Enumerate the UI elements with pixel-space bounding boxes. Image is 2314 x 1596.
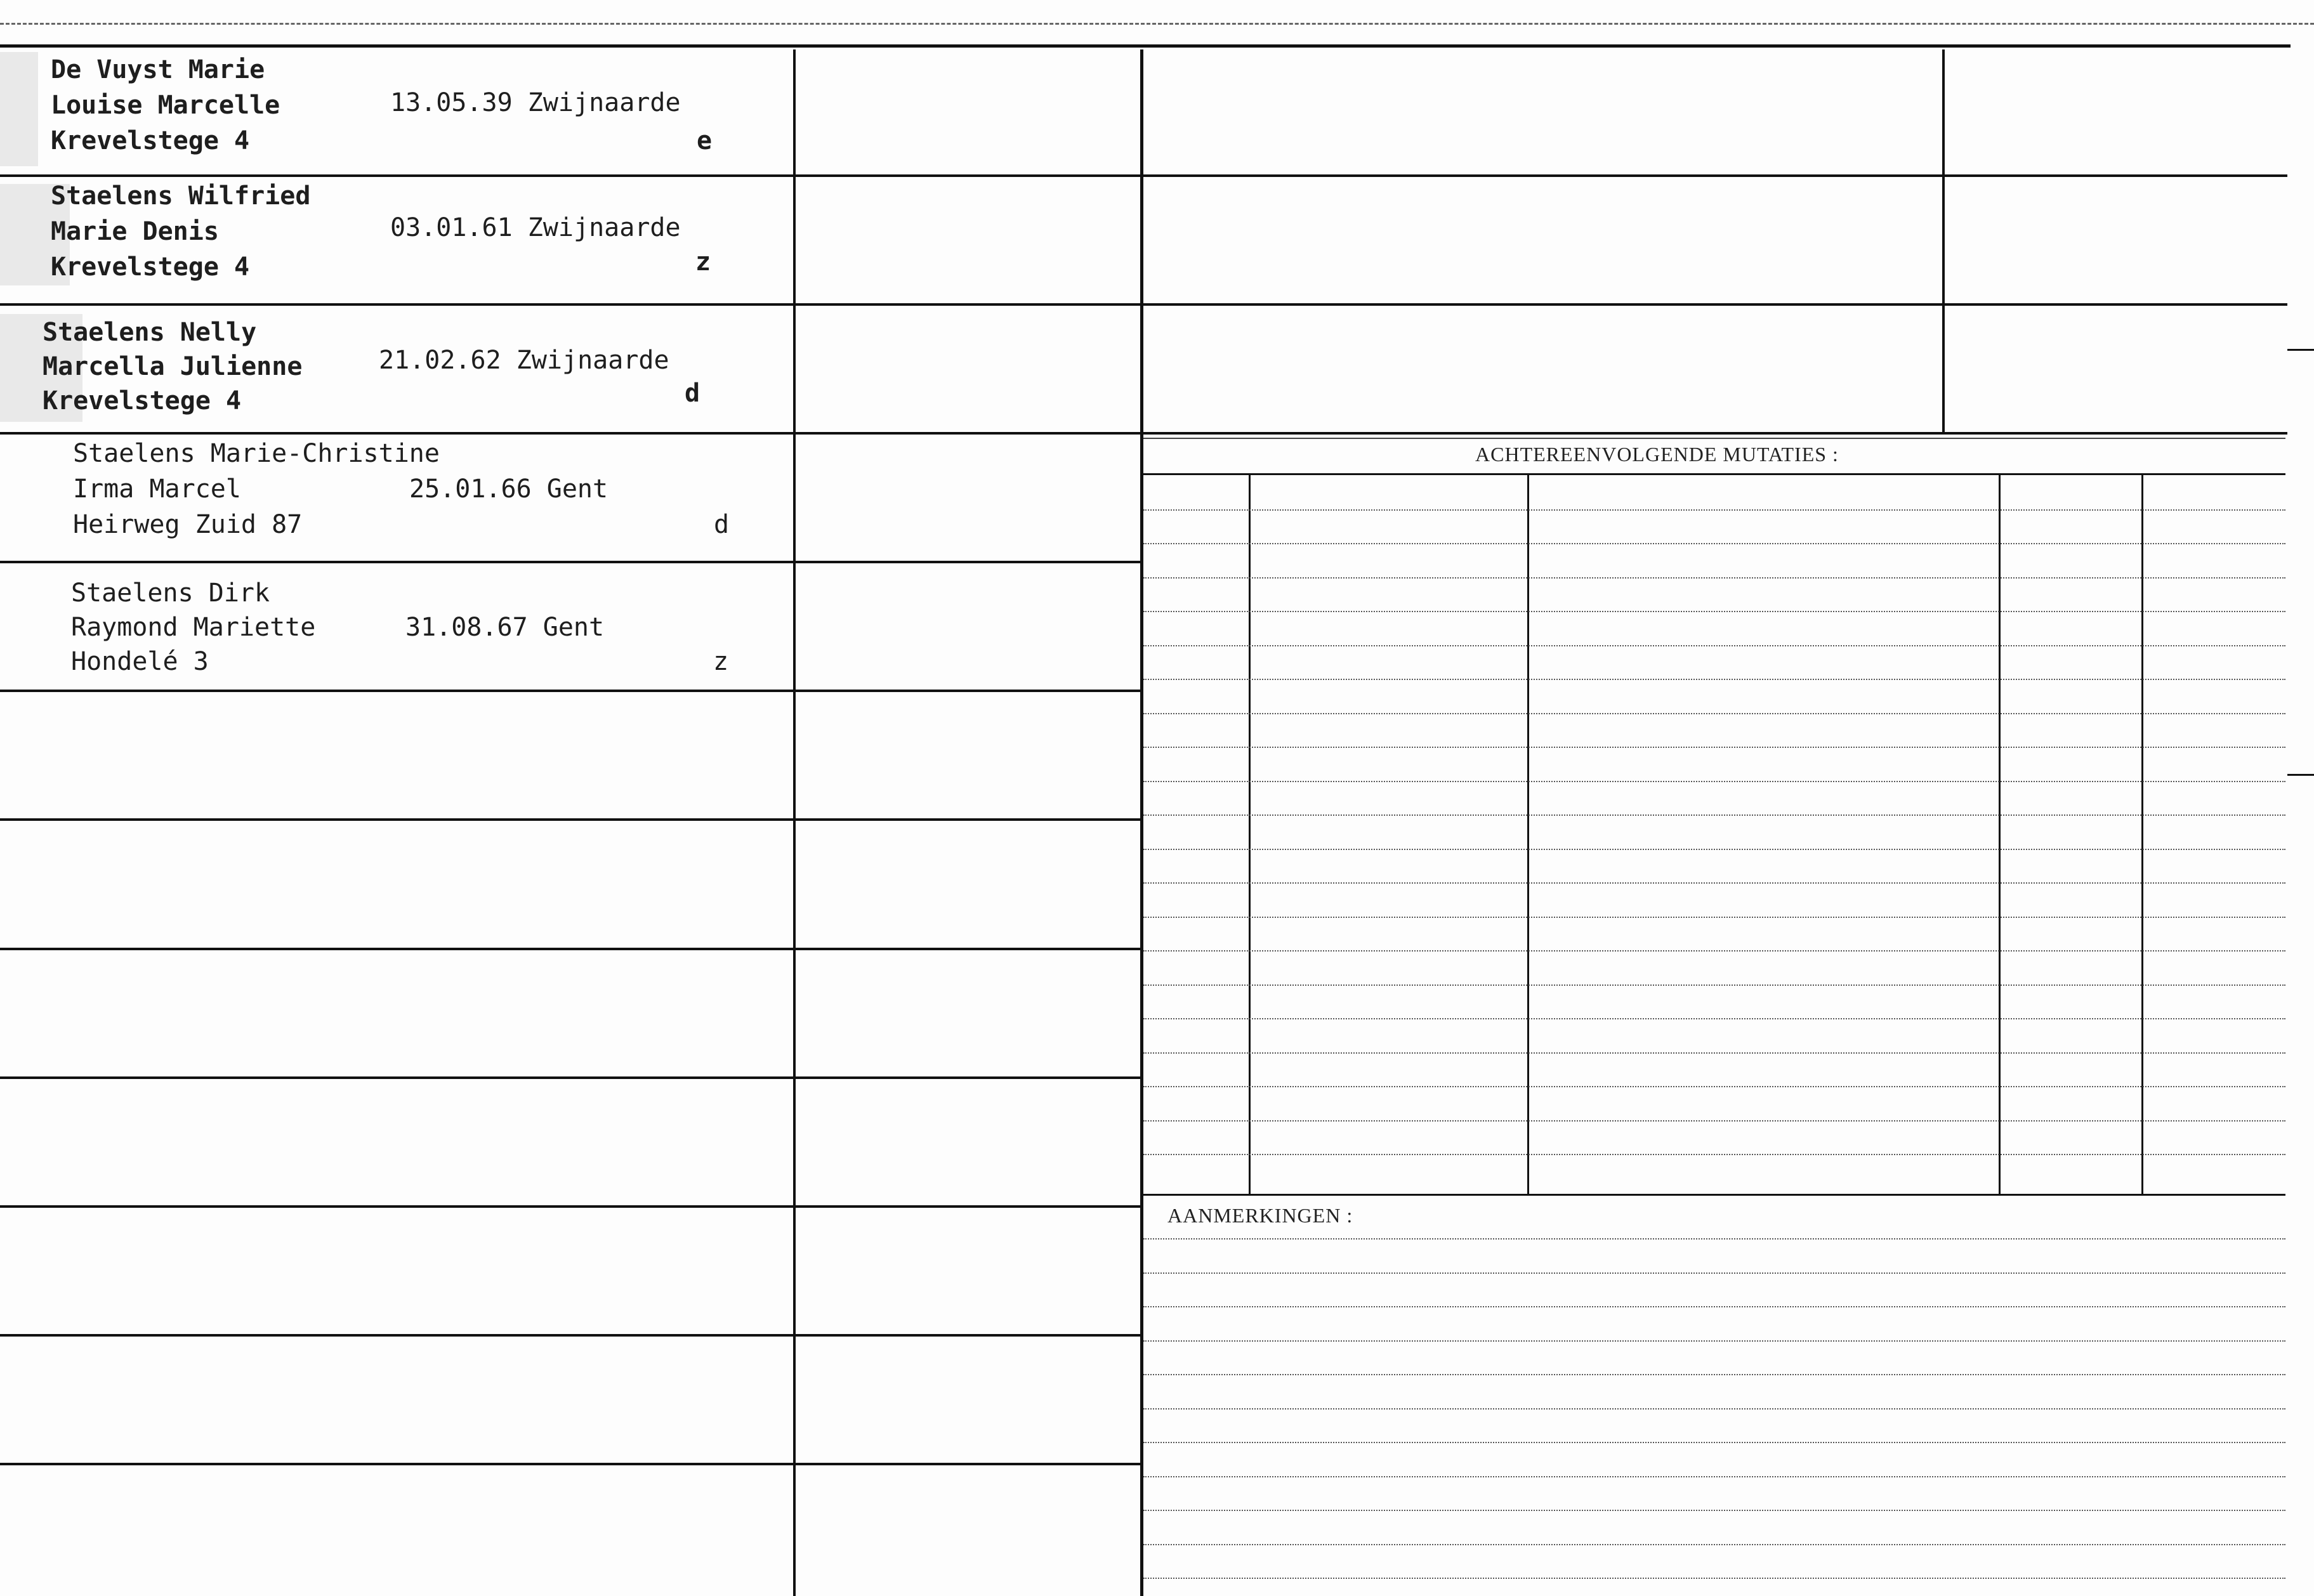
- row-separator-11: [0, 1463, 1142, 1465]
- mutaties-ruling-line: [1143, 882, 2285, 884]
- left-column-divider: [793, 49, 796, 1596]
- top-border-line: [0, 44, 2291, 48]
- row-separator-7: [0, 948, 1142, 950]
- mutaties-ruling-line: [1143, 543, 2285, 544]
- row-separator-8: [0, 1076, 1142, 1079]
- mutaties-ruling-line: [1143, 1018, 2285, 1019]
- mutaties-ruling-line: [1143, 781, 2285, 782]
- person-given-names: Louise Marcelle: [51, 91, 280, 120]
- margin-tick: [2287, 774, 2314, 776]
- row-separator-5: [0, 690, 1142, 692]
- person-given-names: Raymond Mariette: [71, 613, 316, 642]
- mutaties-ruling-line: [1143, 713, 2285, 714]
- mutaties-ruling-line: [1143, 1052, 2285, 1054]
- mutaties-header-top: [1143, 438, 2285, 439]
- mutaties-ruling-line: [1143, 509, 2285, 511]
- status-code: e: [697, 126, 713, 155]
- row-separator-6: [0, 818, 1142, 821]
- mutaties-grid: [1143, 475, 2285, 1194]
- mutaties-ruling-line: [1143, 849, 2285, 850]
- person-address: Krevelstege 4: [51, 252, 250, 282]
- mutaties-bottom-border: [1143, 1194, 2285, 1196]
- person-address: Hondelé 3: [71, 647, 209, 676]
- scan-noise: [0, 52, 38, 166]
- status-code: d: [685, 379, 700, 408]
- mutaties-ruling-line: [1143, 1086, 2285, 1087]
- status-code: d: [714, 510, 730, 539]
- person-record-2: [51, 179, 774, 296]
- aanmerkingen-ruling-line: [1143, 1306, 2285, 1307]
- aanmerkingen-ruling-line: [1143, 1544, 2285, 1545]
- birth-date-place: 21.02.62 Zwijnaarde: [379, 346, 669, 375]
- mutaties-ruling-line: [1143, 917, 2285, 918]
- row-separator-1: [0, 174, 2287, 177]
- row-separator-10: [0, 1334, 1142, 1337]
- person-name: Staelens Marie-Christine: [73, 439, 440, 468]
- person-given-names: Marcella Julienne: [43, 352, 303, 381]
- status-code: z: [695, 247, 711, 277]
- person-given-names: Marie Denis: [51, 217, 219, 246]
- person-name: Staelens Dirk: [71, 579, 270, 608]
- row-separator-9: [0, 1205, 1142, 1208]
- status-code: z: [713, 647, 729, 676]
- person-record-5: [71, 576, 782, 684]
- person-name: Staelens Wilfried: [51, 181, 311, 211]
- mutaties-ruling-line: [1143, 577, 2285, 579]
- mutaties-ruling-line: [1143, 984, 2285, 986]
- aanmerkingen-ruling-line: [1143, 1408, 2285, 1410]
- aanmerkingen-ruling-line: [1143, 1510, 2285, 1511]
- aanmerkingen-ruling-line: [1143, 1442, 2285, 1443]
- mutaties-ruling-line: [1143, 645, 2285, 646]
- person-address: Krevelstege 4: [43, 386, 242, 415]
- birth-date-place: 31.08.67 Gent: [405, 613, 605, 642]
- row-separator-4: [0, 561, 1142, 563]
- aanmerkingen-ruling-line: [1143, 1272, 2285, 1274]
- person-record-3: [43, 315, 779, 433]
- birth-date-place: 13.05.39 Zwijnaarde: [390, 88, 681, 117]
- aanmerkingen-ruling-line: [1143, 1374, 2285, 1375]
- aanmerkingen-title: AANMERKINGEN :: [1167, 1204, 1353, 1227]
- mutaties-ruling-line: [1143, 611, 2285, 612]
- aanmerkingen-ruling-line: [1143, 1340, 2285, 1342]
- margin-tick: [2287, 349, 2314, 351]
- birth-date-place: 25.01.66 Gent: [409, 474, 608, 504]
- row-separator-2: [0, 303, 2287, 306]
- mutaties-ruling-line: [1143, 814, 2285, 816]
- mutaties-title: ACHTEREENVOLGENDE MUTATIES :: [1475, 443, 1839, 466]
- mutaties-ruling-line: [1143, 679, 2285, 680]
- person-address: Krevelstege 4: [51, 126, 250, 155]
- birth-date-place: 03.01.61 Zwijnaarde: [390, 213, 681, 242]
- mutaties-ruling-line: [1143, 747, 2285, 748]
- aanmerkingen-ruling-line: [1143, 1476, 2285, 1477]
- aanmerkingen-lines: [1143, 1231, 2285, 1586]
- mutaties-ruling-line: [1143, 950, 2285, 952]
- scan-edge-line: [0, 23, 2314, 25]
- aanmerkingen-ruling-line: [1143, 1238, 2285, 1240]
- mutaties-ruling-line: [1143, 1154, 2285, 1155]
- person-address: Heirweg Zuid 87: [73, 510, 303, 539]
- person-record-1: [51, 53, 774, 170]
- aanmerkingen-ruling-line: [1143, 1578, 2285, 1579]
- person-given-names: Irma Marcel: [73, 474, 241, 504]
- person-name: De Vuyst Marie: [51, 55, 265, 84]
- right-top-divider: [1942, 49, 1945, 433]
- person-record-4: [73, 436, 784, 554]
- mutaties-ruling-line: [1143, 1120, 2285, 1122]
- person-name: Staelens Nelly: [43, 318, 257, 347]
